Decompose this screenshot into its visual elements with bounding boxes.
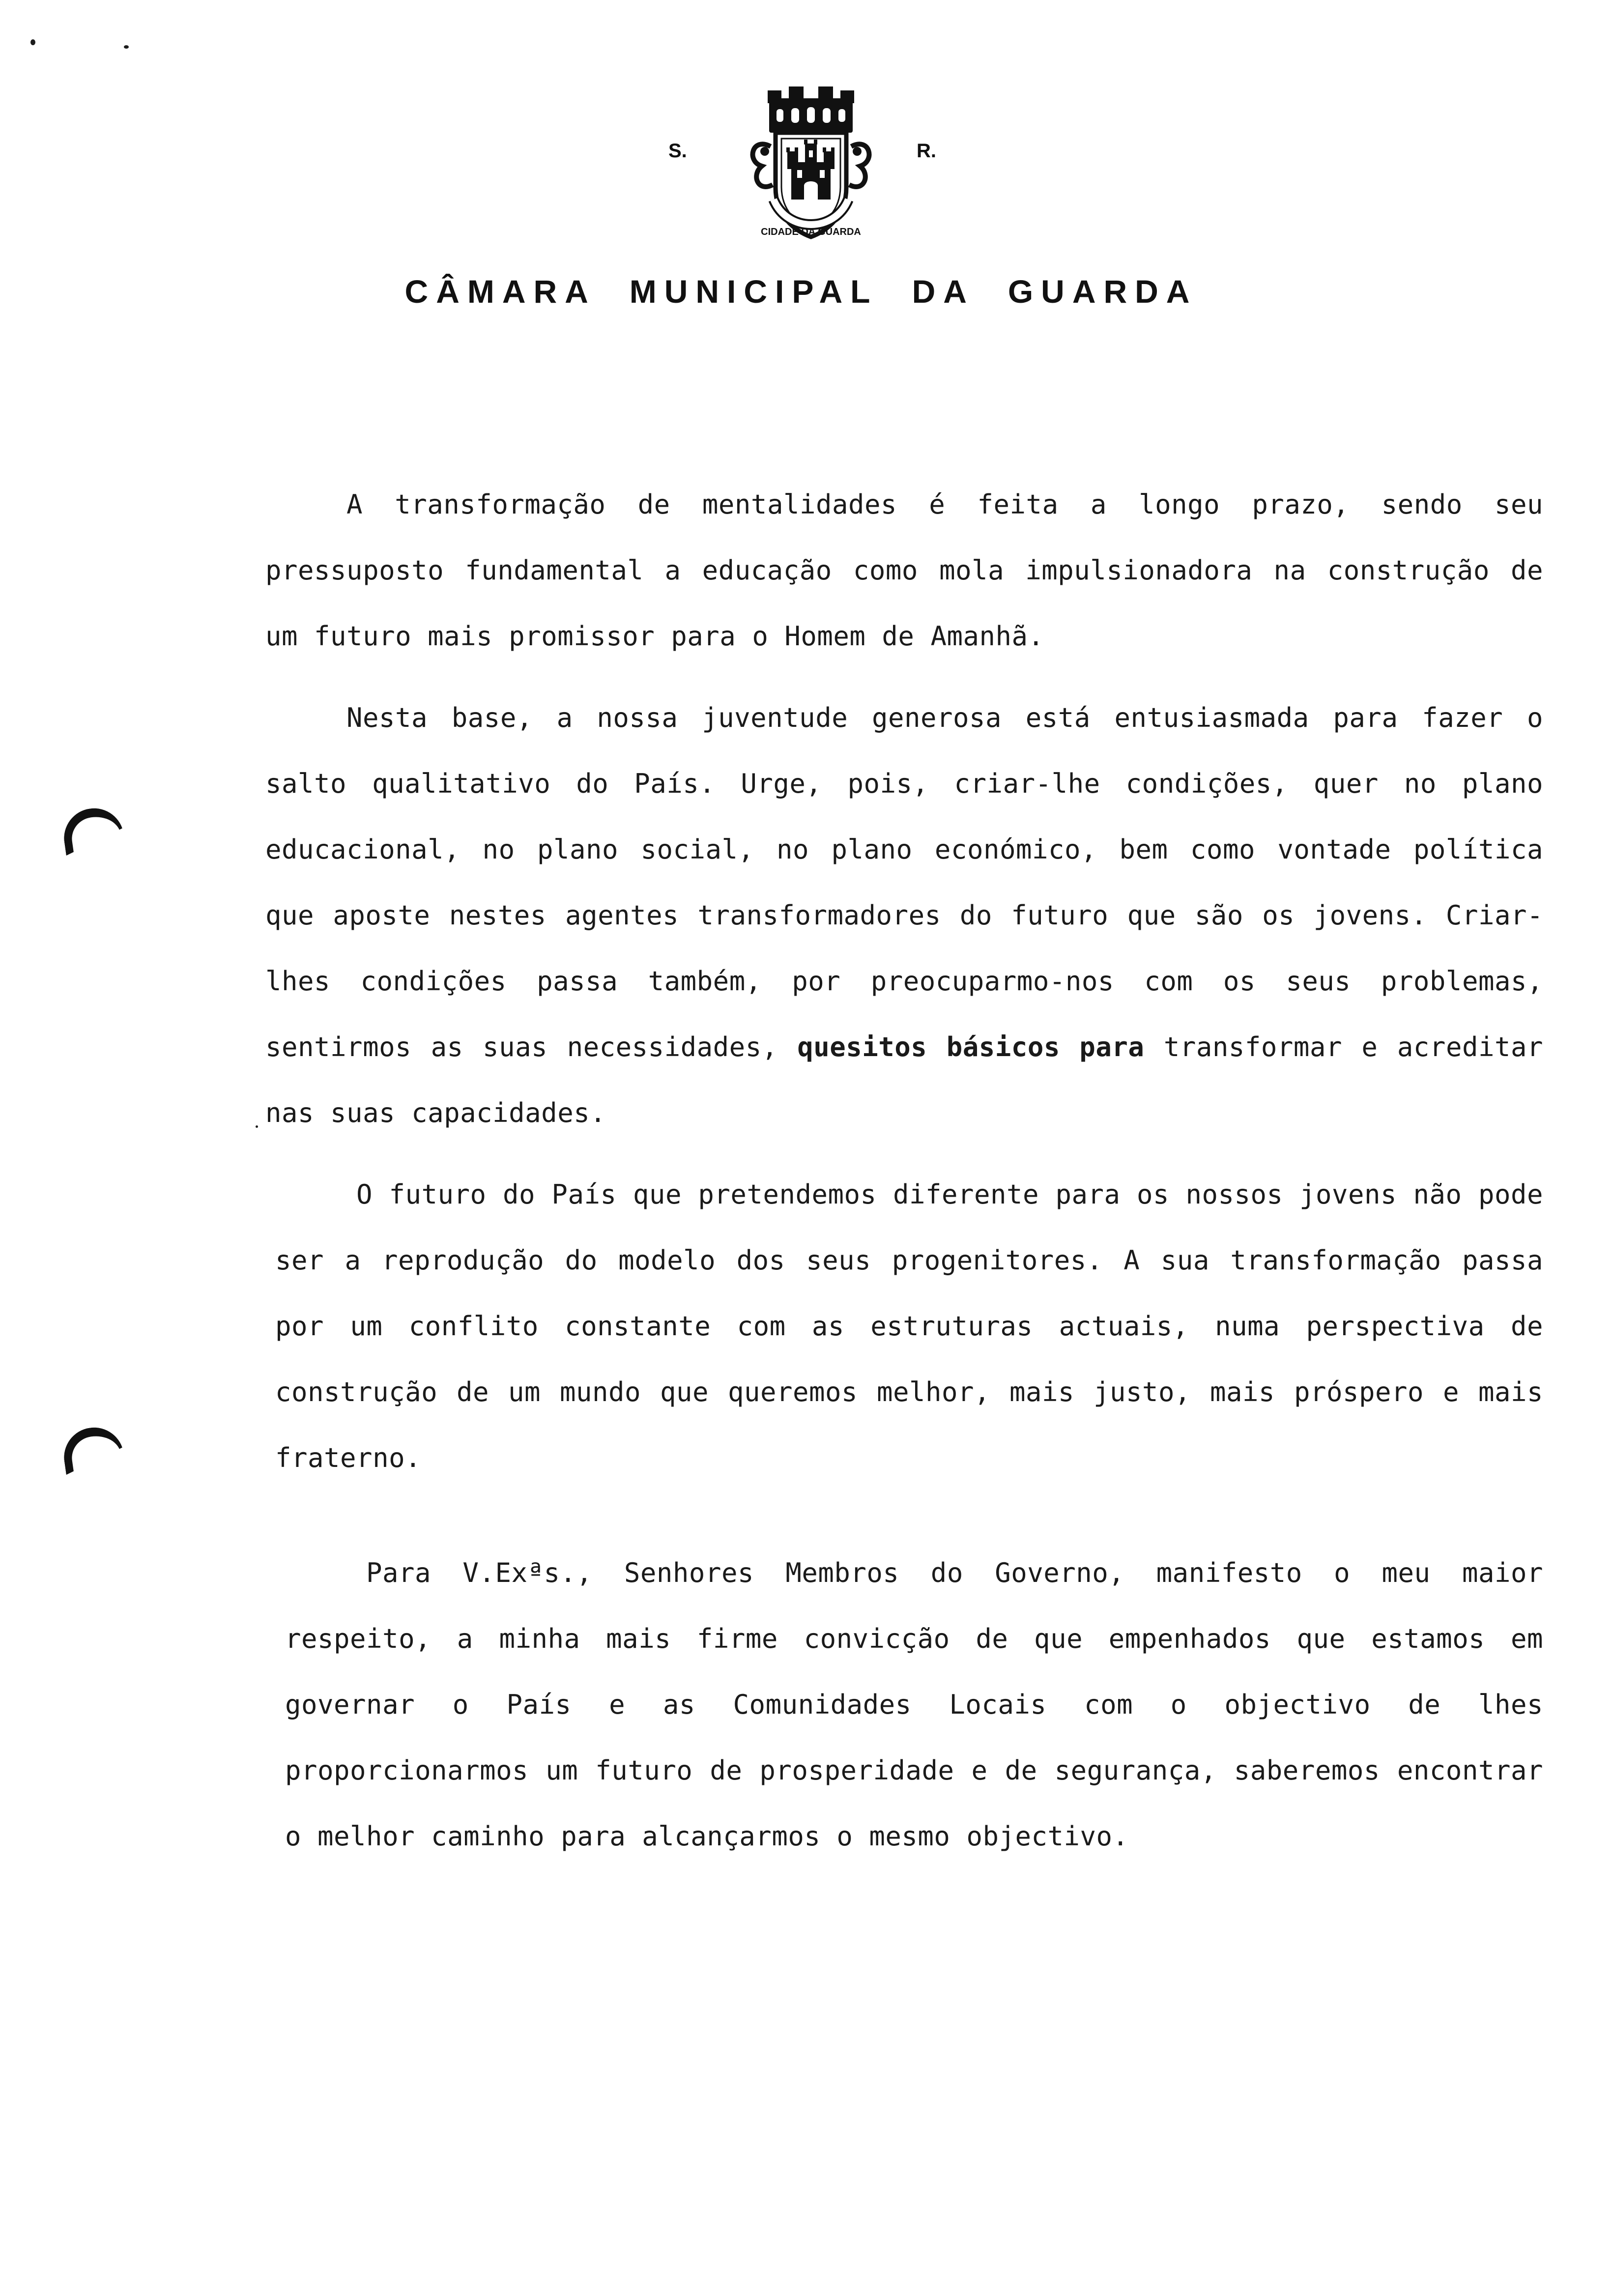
letterhead-left-mark: S. [668,140,687,162]
letter-body [265,472,1543,1885]
paragraph-3: O futuro do País que pretendemos diferente para os nossos jovens não pode ser a reprodução do modelo dos seus progenitores. A sua transformação passa por um conflito constante com as estruturas actuais, numa perspectiva de construção de um mundo que queremos melhor, mais justo, mais próspero e mais fraterno. [275,1179,1543,1473]
paragraph-2-tail: transformar e acreditar nas suas capacidades. [265,1032,1544,1128]
punch-hole-mark [60,1424,125,1475]
letterhead-right-mark: R. [917,140,936,162]
municipal-crest-icon [722,84,899,246]
scan-speck [124,45,129,49]
scan-speck [30,39,35,45]
paragraph-2 [265,685,1543,1146]
institution-name: CÂMARA MUNICIPAL DA GUARDA [404,273,1198,310]
crest-ribbon-text: CIDADE DA GUARDA [761,227,861,237]
paragraph-2-bold-text: quesitos básicos para [797,1032,1145,1062]
paragraph-1: A transformação de mentalidades é feita a longo prazo, sendo seu pressuposto fundamental a educação como mola impulsionadora na construção de um futuro mais promissor para o Homem de Amanhã. [265,489,1543,652]
scan-speck [256,1125,258,1128]
paragraph-4: Para V.Exªs., Senhores Membros do Governo, manifesto o meu maior respeito, a minha mais firme convicção de que empenhados que estamos em governar o País e as Comunidades Locais com o objectivo de lhes proporcionarmos um futuro de prosperidade e de segurança, saberemos encontrar o melhor caminho para alcançarmos o mesmo objectivo. [285,1557,1543,1852]
paragraph-2-text: Nesta base, a nossa juventude generosa está entusiasmada para fazer o salto qualitativo do País. Urge, pois, criar-lhe condições, quer no plano educacional, no plano social, no plano económico, bem como vontade política que aposte nestes agentes transformadores do futuro que são os jovens. Criar-lhes condições passa também, por preocuparmo-nos com os seus problemas, sentirmos as suas necessidades, [265,702,1543,1062]
letterhead [0,79,1612,315]
punch-hole-mark [60,804,125,856]
